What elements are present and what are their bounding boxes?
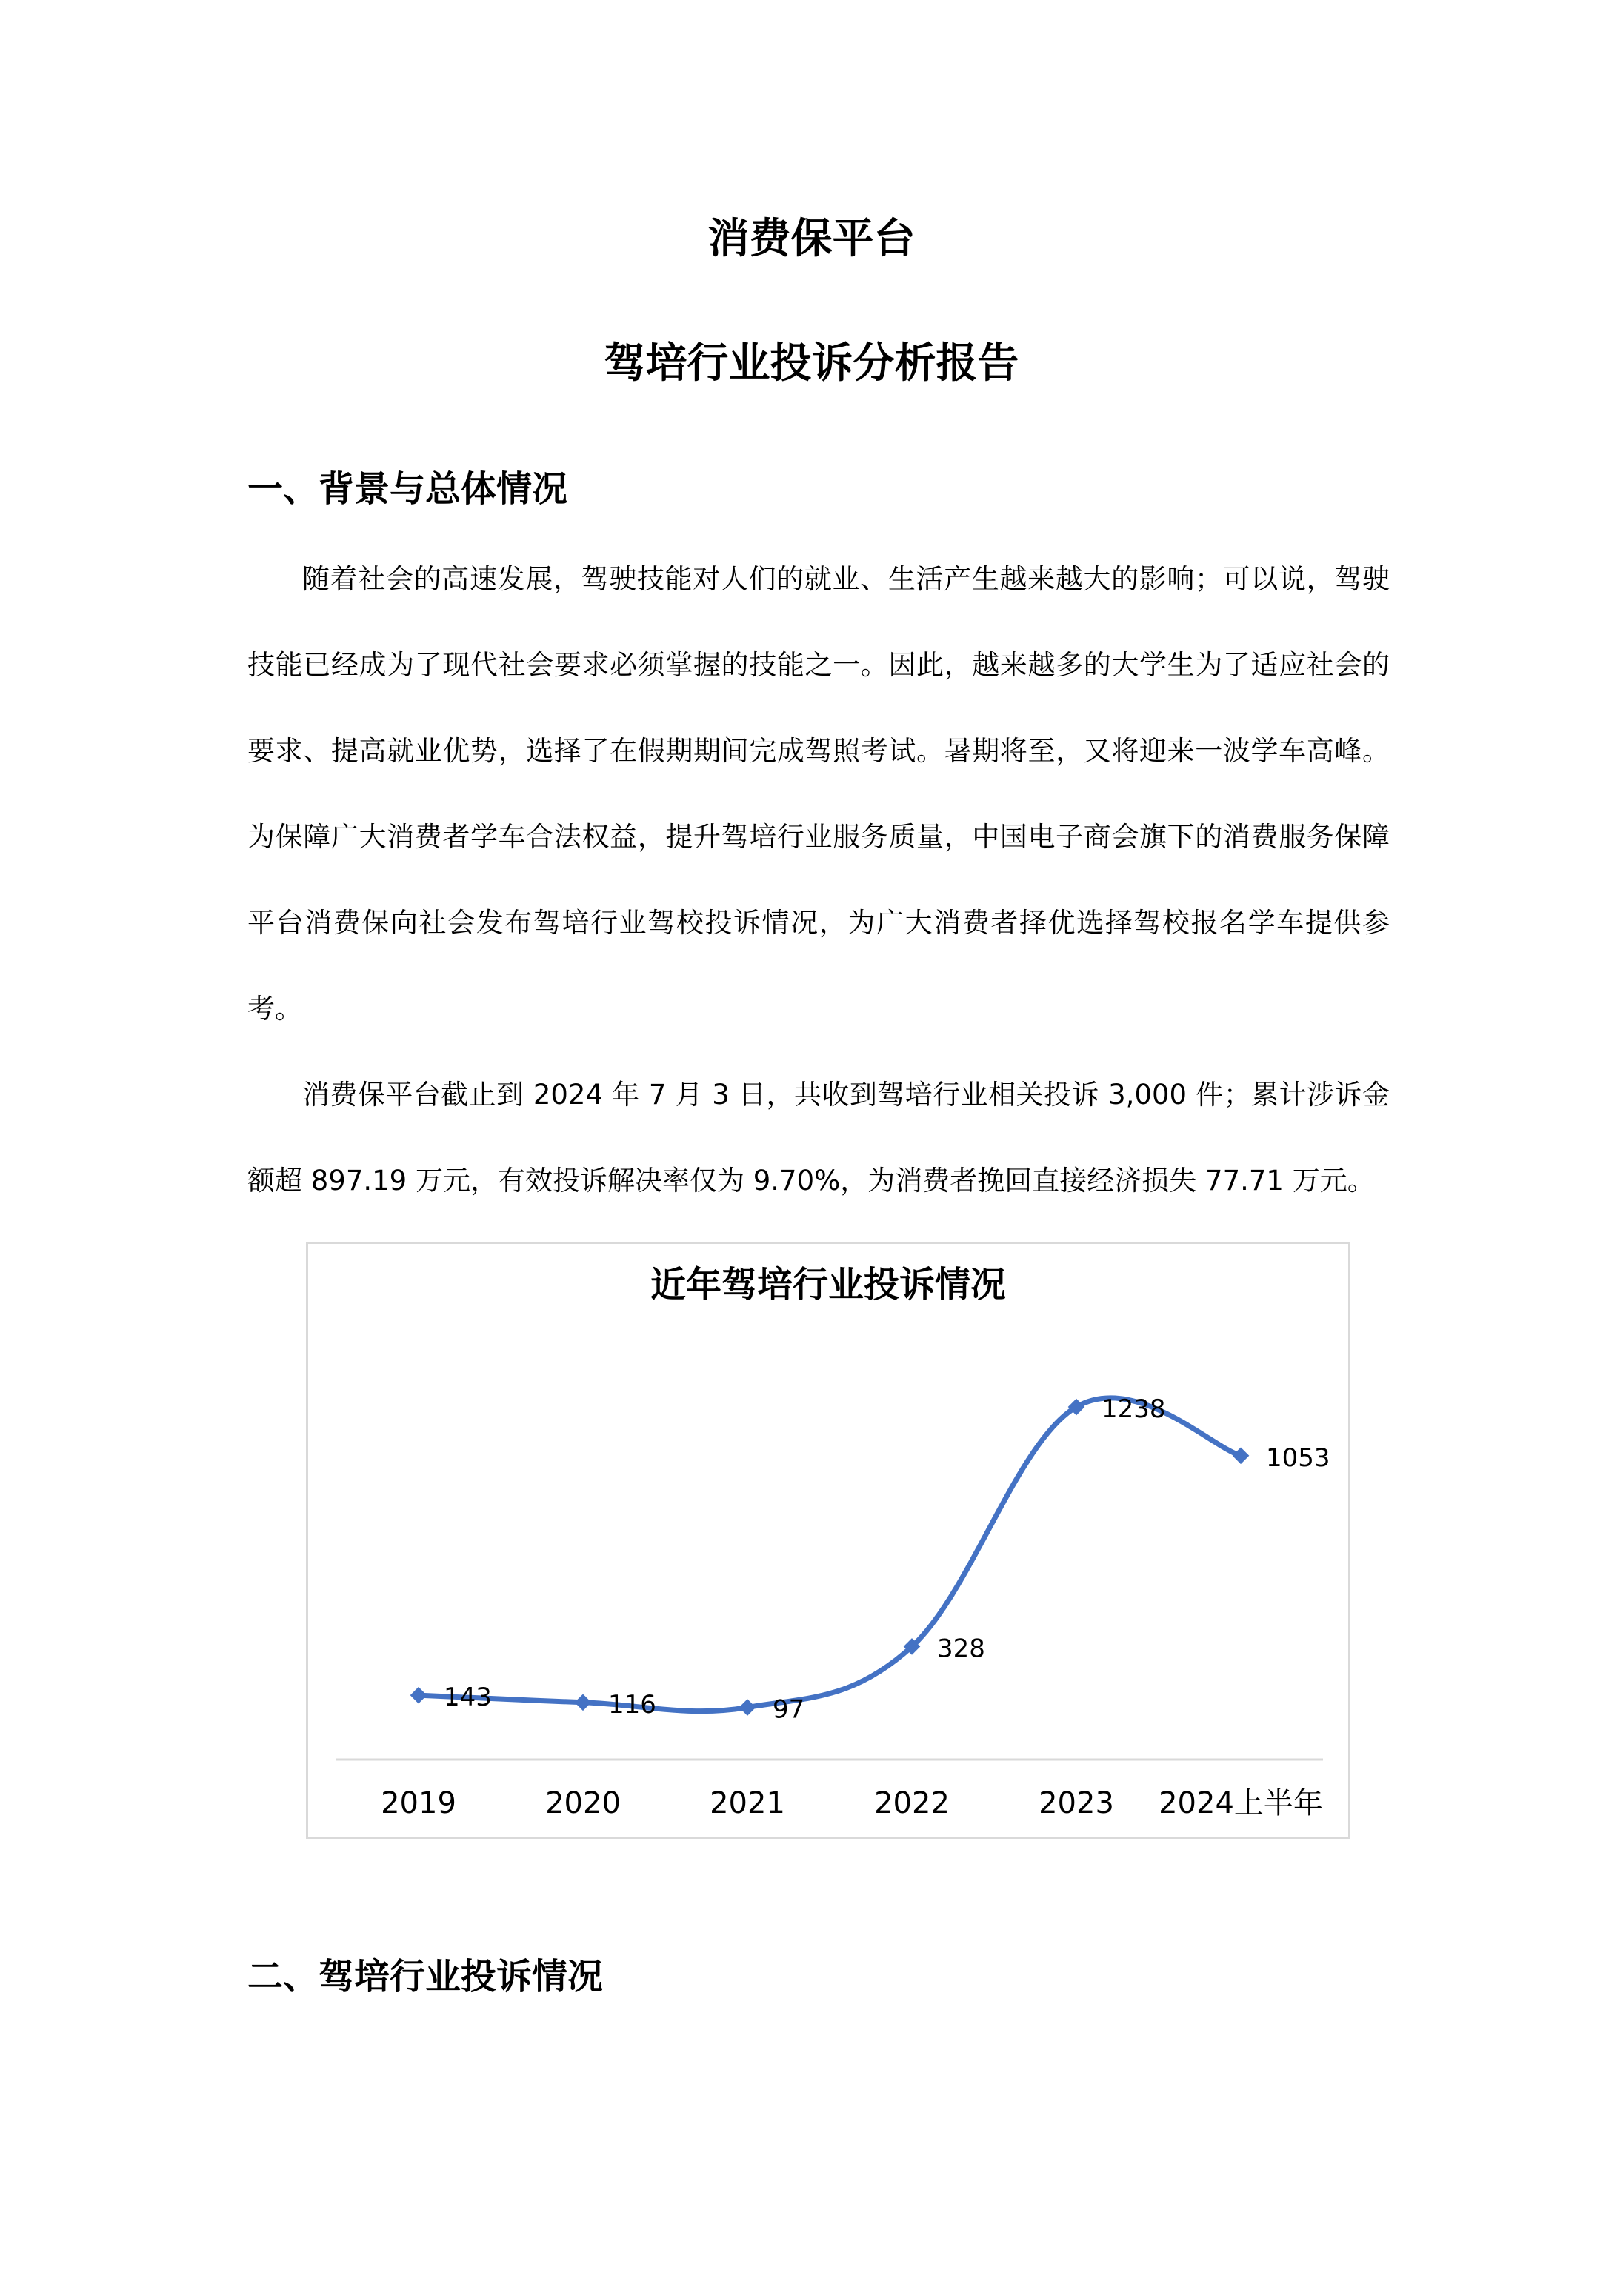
chart-title: 近年驾培行业投诉情况 — [650, 1264, 1006, 1305]
x-tick-label-2023: 2023 — [1039, 1786, 1114, 1820]
document-subtitle: 驾培行业投诉分析报告 — [604, 339, 1019, 387]
data-label-2020: 116 — [608, 1689, 656, 1720]
data-point-2019 — [410, 1687, 427, 1704]
section-heading-background: 一、背景与总体情况 — [247, 468, 568, 510]
data-point-2024上半年 — [1233, 1447, 1250, 1464]
data-label-2019: 143 — [444, 1683, 492, 1713]
series-line — [419, 1398, 1241, 1711]
x-tick-label-2021: 2021 — [710, 1786, 785, 1820]
data-point-2020 — [575, 1694, 592, 1711]
paragraph-summary: 消费保平台截止到 2024 年 7 月 3 日，共收到驾培行业相关投诉 3,000 件；累计涉诉金额超 897.19 万元，有效投诉解决率仅为 9.70%，为消费者挽回直接经济损失 77.71 万元。 — [247, 1079, 1390, 1197]
section-heading-complaints: 二、驾培行业投诉情况 — [247, 1956, 604, 1997]
x-tick-label-2024上半年: 2024上半年 — [1159, 1786, 1323, 1820]
data-label-2023: 1238 — [1102, 1394, 1166, 1425]
data-label-2024上半年: 1053 — [1266, 1443, 1330, 1473]
data-point-2021 — [739, 1699, 756, 1716]
x-tick-label-2022: 2022 — [874, 1786, 950, 1820]
document-title: 消费保平台 — [707, 215, 916, 263]
x-tick-label-2020: 2020 — [545, 1786, 621, 1820]
chart-plot — [308, 1244, 1348, 1837]
paragraph-background: 随着社会的高速发展，驾驶技能对人们的就业、生活产生越来越大的影响；可以说，驾驶技能已经成为了现代社会要求必须掌握的技能之一。因此，越来越多的大学生为了适应社会的要求、提高就业优势，选择了在假期期间完成驾照考试。暑期将至，又将迎来一波学车高峰。为保障广大消费者学车合法权益，提升驾培行业服务质量，中国电子商会旗下的消费服务保障平台消费保向社会发布驾培行业驾校投诉情况，为广大消费者择优选择驾校报名学车提供参考。 — [247, 563, 1390, 1025]
data-label-2022: 328 — [937, 1634, 985, 1664]
complaint-trend-chart — [306, 1242, 1350, 1839]
data-label-2021: 97 — [773, 1694, 805, 1725]
x-tick-label-2019: 2019 — [381, 1786, 456, 1820]
